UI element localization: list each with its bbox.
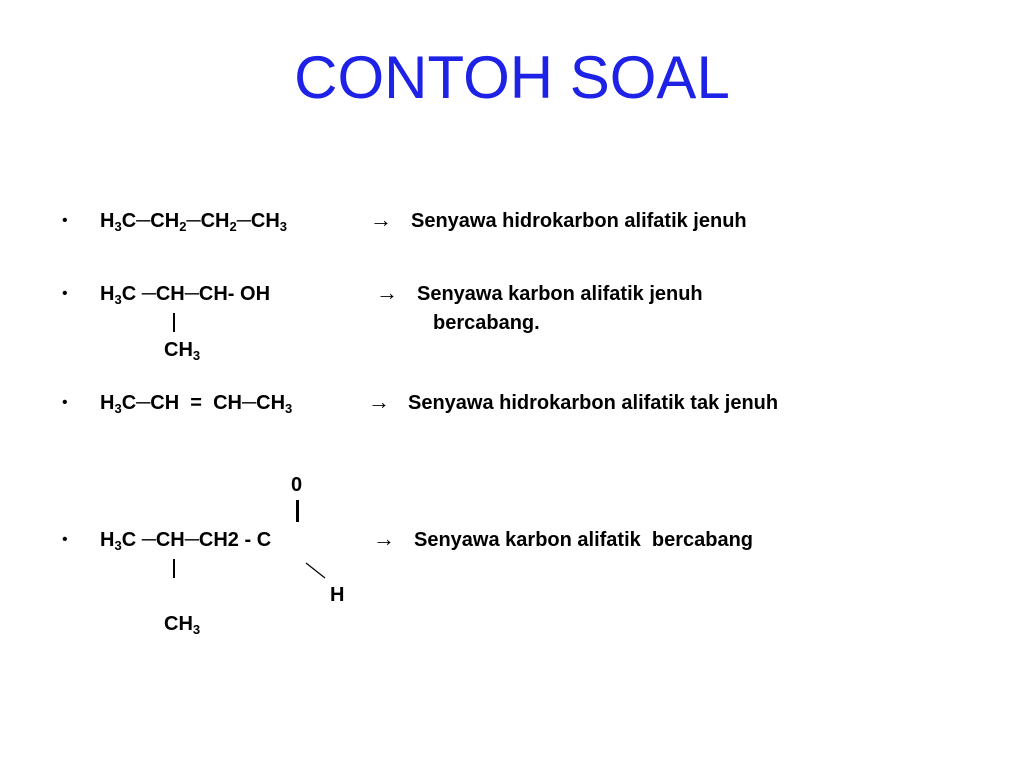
- bond-vertical: [173, 313, 175, 332]
- branch-methyl: $CH_3$: [164, 339, 201, 363]
- arrow-right-icon: →: [373, 526, 395, 551]
- bullet: •: [62, 394, 68, 411]
- formula-butene: $H_3C─CH$ = $CH─CH_3$: [100, 392, 293, 416]
- bond-vertical: [173, 559, 175, 578]
- bond-double-vertical: [296, 500, 299, 522]
- atom-oxygen: 0: [291, 474, 303, 496]
- bullet: •: [62, 531, 68, 548]
- description-1: Senyawa hidrokarbon alifatik jenuh: [411, 210, 747, 232]
- bullet: •: [62, 212, 68, 229]
- arrow-right-icon: →: [376, 280, 398, 305]
- slide-title: CONTOH SOAL: [294, 44, 730, 111]
- atom-hydrogen: H: [330, 584, 345, 606]
- bullet: •: [62, 285, 68, 302]
- formula-butane: $H_3C─CH_2─CH_2─CH_3$: [100, 210, 288, 234]
- description-2: Senyawa karbon alifatik jenuh: [417, 283, 703, 305]
- description-4: Senyawa karbon alifatik bercabang: [414, 529, 754, 551]
- arrow-right-icon: →: [370, 207, 392, 232]
- formula-butanol: $H_3C$ ─CH─CH- OH: [100, 283, 271, 307]
- bond-diagonal: [305, 562, 327, 580]
- formula-aldehyde: $H_3C$ ─CH─CH2 - C: [100, 529, 272, 553]
- description-2-line2: bercabang.: [433, 312, 540, 334]
- branch-methyl: $CH_3$: [164, 613, 201, 637]
- description-3: Senyawa hidrokarbon alifatik tak jenuh: [408, 392, 779, 414]
- arrow-right-icon: →: [368, 389, 390, 414]
